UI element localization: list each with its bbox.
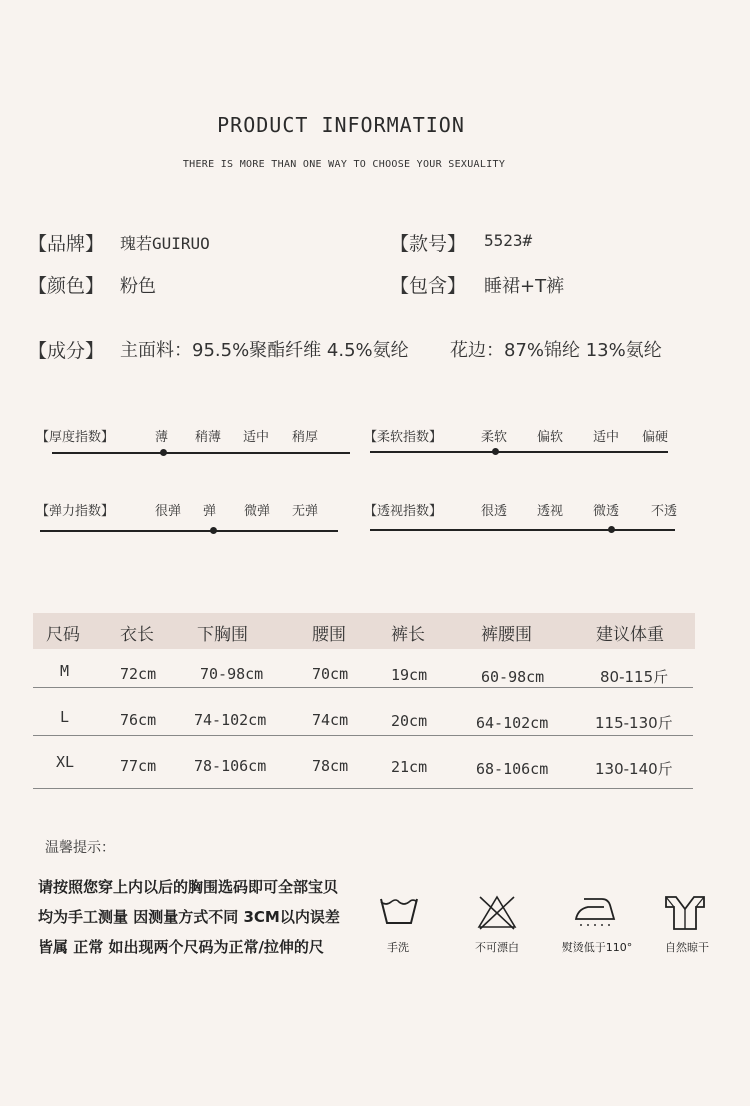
table-row-divider <box>33 788 693 789</box>
softness-label: 偏软 <box>537 430 564 445</box>
table-row-divider <box>33 687 693 688</box>
contents-key: 【包含】 <box>390 275 467 297</box>
table-header-pants-length: 裤长 <box>391 625 425 645</box>
transparency-scale-marker <box>608 526 615 533</box>
transparency-label: 微透 <box>593 504 620 519</box>
hand-wash-icon <box>378 893 420 929</box>
softness-scale-line <box>370 451 668 453</box>
thickness-label: 稍厚 <box>292 430 319 445</box>
table-cell: 76cm <box>120 711 157 729</box>
care-label: 不可漂白 <box>475 941 519 954</box>
table-cell: 130-140斤 <box>595 760 673 778</box>
tips-line: 均为手工测量 因测量方式不同 3CM以内误差 <box>38 908 340 926</box>
table-header-length: 衣长 <box>120 625 154 645</box>
table-row-divider <box>33 735 693 736</box>
table-cell: 20cm <box>391 712 428 730</box>
material-value: 主面料：95.5%聚酯纤维 4.5%氨纶 <box>120 340 409 361</box>
color-value: 粉色 <box>120 276 156 297</box>
table-cell: 78cm <box>312 757 349 775</box>
elasticity-label: 微弹 <box>244 504 271 519</box>
table-header-weight: 建议体重 <box>596 625 664 645</box>
table-cell: 70cm <box>312 665 349 683</box>
elasticity-label: 弹 <box>203 504 217 519</box>
table-cell: 115-130斤 <box>595 714 673 732</box>
table-cell: 74-102cm <box>194 711 267 729</box>
contents-value: 睡裙+T裤 <box>484 276 565 297</box>
tips-line: 皆属 正常 如出现两个尺码为正常/拉伸的尺 <box>38 938 324 956</box>
table-cell: 74cm <box>312 711 349 729</box>
iron-icon <box>572 893 616 931</box>
table-header-size: 尺码 <box>46 625 80 645</box>
care-label: 熨烫低于110° <box>561 941 633 954</box>
table-cell: 80-115斤 <box>600 668 669 686</box>
elasticity-scale-marker <box>210 527 217 534</box>
page-title: PRODUCT INFORMATION <box>217 113 465 137</box>
lace-value: 花边：87%锦纶 13%氨纶 <box>450 340 662 361</box>
table-cell: L <box>60 708 70 726</box>
page-subtitle: THERE IS MORE THAN ONE WAY TO CHOOSE YOUR SEXUALITY <box>182 159 506 170</box>
thickness-scale-marker <box>160 449 167 456</box>
transparency-scale-title: 【透视指数】 <box>364 504 443 519</box>
transparency-label: 透视 <box>537 504 564 519</box>
thickness-label: 稍薄 <box>195 430 222 445</box>
brand-value: 瑰若GUIRUO <box>120 234 210 253</box>
style-key: 【款号】 <box>390 233 467 255</box>
no-bleach-icon <box>476 893 518 931</box>
softness-label: 柔软 <box>481 430 508 445</box>
softness-scale-title: 【柔软指数】 <box>364 430 443 445</box>
table-cell: 72cm <box>120 665 157 683</box>
thickness-scale-title: 【厚度指数】 <box>36 430 115 445</box>
elasticity-label: 很弹 <box>155 504 182 519</box>
thickness-label: 薄 <box>155 430 169 445</box>
care-label: 自然晾干 <box>665 941 709 954</box>
table-cell: 68-106cm <box>476 760 549 778</box>
transparency-label: 不透 <box>651 504 678 519</box>
care-label: 手洗 <box>387 941 409 954</box>
table-cell: 70-98cm <box>200 665 264 683</box>
table-cell: 21cm <box>391 758 428 776</box>
tips-line: 请按照您穿上内以后的胸围选码即可全部宝贝 <box>38 878 339 896</box>
elasticity-label: 无弹 <box>292 504 319 519</box>
table-cell: M <box>60 662 70 680</box>
elasticity-scale-line <box>40 530 338 532</box>
transparency-scale-line <box>370 529 675 531</box>
softness-scale-marker <box>492 448 499 455</box>
table-cell: 78-106cm <box>194 757 267 775</box>
table-header-waist: 腰围 <box>312 625 346 645</box>
table-cell: 19cm <box>391 666 428 684</box>
softness-label: 偏硬 <box>642 430 669 445</box>
table-header-pants-waist: 裤腰围 <box>481 625 532 645</box>
table-header-underbust: 下胸围 <box>197 625 248 645</box>
thickness-label: 适中 <box>243 430 270 445</box>
table-cell: XL <box>56 753 75 771</box>
table-cell: 77cm <box>120 757 157 775</box>
table-cell: 64-102cm <box>476 714 549 732</box>
elasticity-scale-title: 【弹力指数】 <box>36 504 115 519</box>
table-cell: 60-98cm <box>481 668 545 686</box>
thickness-scale-line <box>52 452 350 454</box>
brand-key: 【品牌】 <box>28 233 105 255</box>
softness-label: 适中 <box>593 430 620 445</box>
style-value: 5523# <box>484 231 533 250</box>
transparency-label: 很透 <box>481 504 508 519</box>
material-key: 【成分】 <box>28 340 105 362</box>
shade-dry-icon <box>664 895 706 931</box>
color-key: 【颜色】 <box>28 275 105 297</box>
tips-title: 温馨提示： <box>45 840 115 856</box>
